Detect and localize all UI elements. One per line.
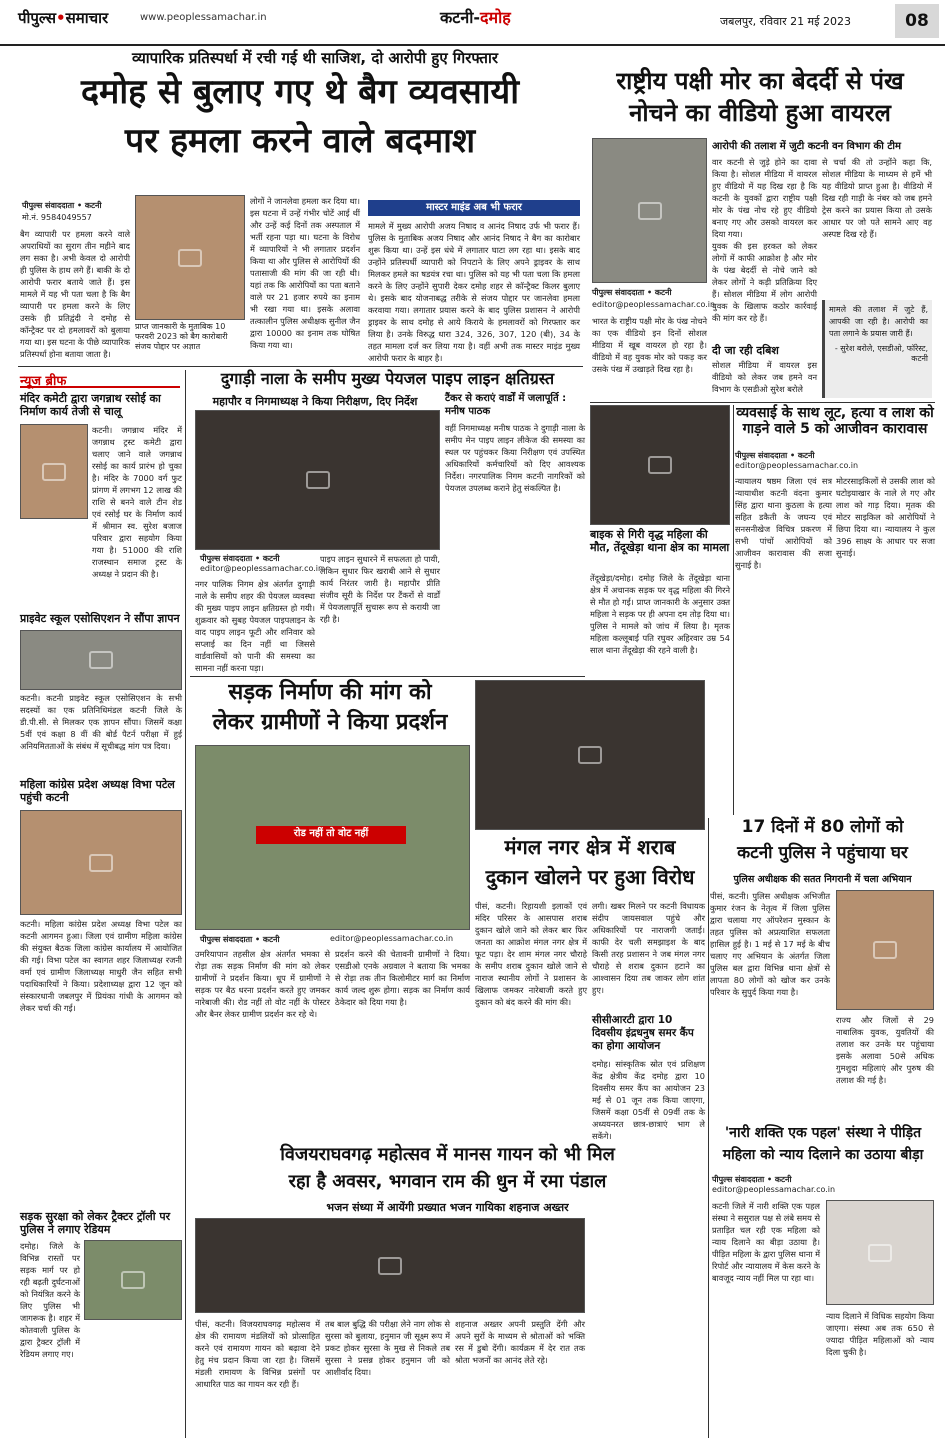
story1-body-a: बैग व्यापारी पर हमला करने वाले अपराधियों का सुराग तीन महीने बाद लग सका है। अभी केवल दो आरोपी ही पुलिस के हाथ लगे हैं। बाकी के दो आरोपी फरार बताये जाते हैं। इस मामले में यह भी पता चला है कि बैग व्यापारी पर हमला करने के लिए उसके ही प्रतिद्वंदी ने दमोह से कॉन्ट्रैक्ट पर दो हमलावरों को बुलाया गया था। इस घटना के पीछे व्यापारिक प्रतिस्पर्धा होना बताया जाता है।: [20, 229, 130, 359]
story4-photo: [590, 405, 730, 525]
story7-photo: [475, 680, 705, 830]
story7-headline-2: दुकान खोलने पर हुआ विरोध: [485, 865, 695, 889]
story9-headline-2: रहा है अवसर, भगवान राम की धुन में रमा पंडाल: [288, 1171, 607, 1192]
brief2-body: कटनी। कटनी प्राइवेट स्कूल एसोसिएशन के सभी सदस्यों का एक प्रतिनिधिमंडल कटनी जिले के डी.पी.सी. से मिलकर एक ज्ञापन सौंपा। जिसमें कक्षा 5वीं एवं कक्षा 8 वीं की बोर्ड पैटर्न परीक्षा में हुई अनियमितताओं के संबंध में सूचीबद्ध मांग पत्र दिया।: [20, 693, 182, 751]
story4-headline: बाइक से गिरी वृद्ध महिला की मौत, तेंदूखेड़ा थाना क्षेत्र का मामला: [590, 528, 730, 554]
story5-email[interactable]: editor@peoplessamachar.co.in: [735, 461, 859, 470]
story8-headline-2: कटनी पुलिस ने पहुंचाया घर: [737, 843, 908, 863]
story3-byline: पीपुल्स संवाददाता • कटनी: [200, 554, 280, 563]
photo-icon: [306, 471, 330, 489]
story6-byline: पीपुल्स संवाददाता • कटनी: [200, 935, 280, 944]
story9-body-a: पीसं, कटनी। विजयराघवगढ़ महोत्सव में क्षेत्र की रामायण मंडलियों को प्रोत्साहित करने एवं रामायण गायन को बढ़ावा देने हेतु मंच प्रदान किया जा रहा है। जिसमें मंडली रामायण के विभिन्न प्रसंगों पर आधारित पाठ का गायन कर रही हैं।: [195, 1319, 320, 1389]
brief4-body: दमोह। जिले के विभिन्न रास्तों पर सड़क मार्ग पर हो रही बढ़ती दुर्घटनाओं को नियंत्रित करने के लिए पुलिस भी जागरूक है। शहर में कोतवाली पुलिस के द्वारा ट्रैक्टर ट्रॉली में रेडियम लगाए गए।: [20, 1241, 80, 1359]
story11-body-b: न्याय दिलाने में विधिक सहयोग किया जाएगा। संस्था अब तक 650 से ज्यादा पीड़ित महिलाओं को न्याय दिला चुकी है।: [826, 1311, 934, 1357]
brief1-head: मंदिर कमेटी द्वारा जगन्नाथ रसोई का निर्माण कार्य तेजी से चालू: [20, 392, 161, 418]
story2-email[interactable]: editor@peoplessamachar.co.in: [592, 300, 716, 309]
story8-body-a: पीसं, कटनी। पुलिस अधीक्षक अभिजीत कुमार रंजन के नेतृत्व में जिला पुलिस द्वारा चलाया गए ऑपरेशन मुस्कान के तहत पुलिस को अप्रत्याशित सफलता हासिल हुई है। 1 मई से 17 मई के बीच चलाए गए अभियान के अंतर्गत जिला पुलिस बल द्वारा विभिन्न थाना क्षेत्रों से लापता 80 लोगों को खोज कर उनके परिवार के सुपुर्द किया गया है।: [710, 891, 830, 997]
story6-photo: [195, 745, 470, 930]
photo-icon: [638, 202, 662, 220]
story1-byline: पीपुल्स संवाददाता • कटनी: [22, 201, 102, 210]
story11-headline-1: 'नारी शक्ति एक पहल' संस्था ने पीड़ित: [724, 1125, 922, 1141]
photo-icon: [42, 463, 66, 481]
story5-headline: व्यवसाई के साथ लूट, हत्या व लाश को गाड़ने वाले 5 को आजीवन कारावास: [736, 405, 934, 438]
story5-byline: पीपुल्स संवाददाता • कटनी: [735, 451, 815, 460]
page-header: [0, 0, 945, 46]
story7-body-a: पीसं, कटनी। रिहायशी इलाकों एवं मंदिर परिसर के आसपास शराब दुकान खोले जाने को लेकर बार फिर जनता का आक्रोश मंगल नगर क्षेत्र में फूट पड़ा। देर शाम मंगल नगर चौराहे के समीप शराब दुकान खोले जाने से नाराज स्थानीय लोगों ने प्रशासन के खिलाफ जमकर नारेबाजी करते हुए दुकान को बंद करने की मांग की।: [475, 901, 587, 1007]
story2-quote-box: [822, 300, 932, 398]
story1-headline-2: पर हमला करने वाले बदमाश: [124, 121, 476, 161]
section-title: कटनी-दमोह: [440, 8, 511, 27]
photo-icon: [578, 746, 602, 764]
story2-body-b: युवक की इस हरकत को लेकर लोगों में काफी आक्रोश है और मोर के पंख बेदर्दी से नोचे जाने को लेकर लोगों ने कड़ी प्रतिक्रिया दिए हैं। सोशल मीडिया में लोग आरोपी युवक के खिलाफ कठोर कार्रवाई की मांग कर रहे हैं।: [712, 241, 817, 323]
story6-body-a: उमरियापान तहसील क्षेत्र अंतर्गत भमका से रोड़ा तक सड़क निर्माण की मांग को लेकर ग्रामीणों ने प्रदर्शन किया। धूप में ग्रामीणों ने सड़क पर बैठ धरना प्रदर्शन करते हुए जमकर नारेबाजी की। रोड नहीं तो वोट नहीं के पोस्टर और बैनर लेकर ग्रामीण प्रदर्शन कर रहे थे।: [195, 949, 330, 1019]
story8-subhead: पुलिस अधीक्षक की सतत निगरानी में चला अभियान: [733, 874, 912, 885]
story2-photo: [592, 138, 707, 283]
story8-headline-1: 17 दिनों में 80 लोगों को: [741, 817, 904, 837]
story11-photo: [826, 1200, 934, 1305]
brief2-head: प्राइवेट स्कूल एसोसिएशन ने सौंपा ज्ञापन: [20, 612, 180, 625]
story3-subhead: महापौर व निगमाध्यक्ष ने किया निरीक्षण, दिए निर्देश: [212, 395, 418, 408]
story7-body-b: लगी। खबर मिलने पर कटनी विधायक संदीप जायसवाल पहुंचे और अधिकारियों पर नाराजगी जताई। काफी देर चली समझाइश के बाद किसी तरह प्रशासन ने जब मंगल नगर चौराहे से शराब दुकान हटाने का आश्वासन दिया तब जाकर लोग शांत हुए।: [592, 901, 705, 995]
story2-headline-2: नोचने का वीडियो हुआ वायरल: [629, 99, 891, 127]
story1-mobile: मो.नं. 9584049557: [22, 213, 92, 222]
brief2-photo: [20, 630, 182, 690]
brief4-photo: [84, 1240, 182, 1320]
brief1-photo: [20, 424, 88, 519]
story2-body-a: वार कटनी से जुड़े होने का दावा किया है। सोशल मीडिया में वायरल हुए वीडियो में यह दिख रहा है कि कटनी के युवकों द्वारा राष्ट्रीय पक्षी मोर के पंख नोच रहे हुए वीडियो बनाए गए और उसको वायरल कर दिया गया।: [712, 157, 817, 239]
divider: [190, 676, 585, 677]
photo-icon: [873, 941, 897, 959]
story9-body-b: तब बाल बुद्धि की परीक्षा लेने नाग लोक से सुरसा को बुलाया, हनुमान जी सूक्ष्म रूप में प्रकट होकर सुरसा के मुख से निकले तब सुरसा ने प्रसन्न होकर हनुमान जी को आशीर्वाद दिया।: [325, 1319, 450, 1377]
story1-headline-1: दमोह से बुलाए गए थे बैग व्यवसायी: [80, 72, 520, 112]
story6-email[interactable]: editor@peoplessamachar.co.in: [330, 934, 454, 943]
story9-subhead: भजन संध्या में आयेंगी प्रख्यात भजन गायिका शहनाज अख्तर: [326, 1201, 569, 1214]
photo-icon: [378, 1257, 402, 1275]
story8-photo: [836, 890, 934, 1010]
brief4-body-b: [84, 1324, 182, 1436]
mastermind-body: मामले में मुख्य आरोपी अजय निषाद व आनंद निषाद उर्फ भी फरार हैं। पुलिस के मुताबिक अजय निषाद और आनंद निषाद ने बैग का कारोबार शुरू किया था। उन्हें इस धंधे में लगातार घाटा लग रहा था। इसके बाद उन्होंने प्रतिस्पर्धी व्यापारी को निपटाने के लिए अपने ड्राइवर के साथ मिलकर हमले का षडयंत्र रचा था। पुलिस को यह भी पता चला कि हमला करने के लिए उन्होंने सुपारी देकर दमोह शहर से कॉन्ट्रैक्ट किलर बुलाए थे। इसके बाद योजनाबद्ध तरीके से संजय पोद्दार पर जानलेवा हमला करवाया गया। लगातार प्रयास करने के बाद पुलिस प्रशासन ने आरोपी ड्राइवर के साथ दमोह से आये किराये के हमलावरों को गिरफ्तार कर लिया है। उनके विरुद्ध धारा 324, 326, 307, 120 (बी), 34 के तहत मामला दर्ज कर लिया गया है। वहीं अभी तक मास्टर माइंड मुख्य आरोपी फरार के बाहर है।: [368, 221, 580, 363]
column-rule: [185, 370, 186, 1438]
story10-headline: सीसीआरटी द्वारा 10 दिवसीय इंद्रधनुष समर कैंप का होगा आयोजन: [592, 1014, 694, 1052]
story5-body-a: न्यायालय षष्ठम जिला एवं सत्र न्यायाधीश कटनी वंदना कुमार सिंह द्वारा थाना कुठला के हत्या सहित डकैती के जघन्य एवं सनसनीखेज विचित्र प्रकरण में सभी पांचों आरोपियों को आजीवन कारावास की सजा सुनाई है।: [735, 476, 832, 570]
brief1-body-a: कटनी। जगन्नाथ मंदिर में जगन्नाथ ट्रस्ट कमेटी द्वारा चलाए जाने वाले जगन्नाथ रसोई का कार्य प्रारंभ हो चुका है। मंदिर के 7000 वर्ग फुट प्रांगण में लगभग 12 लाख की राशि से बनने वाले टीन शेड एवं रसोई घर के निर्माण कार्य में श्रीमान स्व. सुरेश बजाज परिवार द्वारा सहयोग किया गया है। 51000 की राशि राजस्थान समाज ट्रस्ट के अध्यक्ष ने प्रदान की है।: [92, 425, 182, 579]
story3-headline: दुगाड़ी नाला के समीप मुख्य पेयजल पाइप लाइन क्षतिग्रस्त: [220, 369, 555, 388]
issue-date: जबलपुर, रविवार 21 मई 2023: [720, 15, 852, 28]
story3-side-head: टैंकर से कराएं वार्डों में जलापूर्ति : मनीष पाठक: [445, 393, 567, 417]
story3-body-a: नगर पालिक निगम क्षेत्र अंतर्गत दुगाड़ी नाले के समीप शहर की पेयजल व्यवस्था की मुख्य पाइप लाइन क्षतिग्रस्त हो गयी। शुक्रवार को सुबह पेयजल पाइपलाइन के वाद पाइप लाइन फूटी और शनिवार को सप्लाई का दिन नहीं था जिससे वार्डवासियों को पानी की समस्या का सामना नहीं करना पड़ा।: [195, 579, 315, 673]
story11-email[interactable]: editor@peoplessamachar.co.in: [712, 1185, 836, 1194]
story3-side-body: वहीं निगमाध्यक्ष मनीष पाठक ने दुगाड़ी नाला के समीप मेन पाइप लाइन लीकेज की समस्या का स्थल पर पहुंचकर किया निरीक्षण एवं उपस्थित अधिकारियों कर्मचारियों को दिए आवश्यक निर्देश। नगरपालिक निगम कटनी नागरिकों को पेयजल उपलब्ध कराने हेतु संकल्पित है।: [445, 423, 585, 493]
protest-banner: रोड नहीं तो वोट नहीं: [256, 826, 406, 844]
story9-body-d: [590, 1218, 705, 1436]
story2-subhead: आरोपी की तलाश में जुटी कटनी वन विभाग की टीम: [712, 141, 901, 152]
divider: [590, 402, 935, 403]
story6-body-b: प्रदर्शन करने की चेतावनी ग्रामीणों ने दिया। एसडीओ एनके अग्रवाल ने बताया कि भमका से रोड़ा तक तीन किलोमीटर मार्ग का निर्माण कार्य जल्द शुरू होगा। सड़क का निर्माण कार्य ठेकेदार को दिया गया है।: [335, 949, 470, 1007]
brief4-head: सड़क सुरक्षा को लेकर ट्रैक्टर ट्रॉली पर पुलिस ने लगाए रेडियम: [20, 1210, 171, 1236]
story3-body-b: पाइप लाइन सुधारने में सफलता हो पायी, लेकिन सुधार फिर खराबी आने से सुधार कार्य निरंतर जारी है। महापौर प्रीति संजीव सूरी के निर्देश पर टैंकरों से वार्डों में पेयजलापूर्ति सुचारू रूप से करायी जा रही है।: [320, 554, 440, 624]
story2-byline: पीपुल्स संवाददाता • कटनी: [592, 288, 672, 297]
photo-icon: [89, 854, 113, 872]
story1-photo: [135, 195, 245, 320]
story9-headline-1: विजयराघवगढ़ महोत्सव में मानस गायन को भी मिल: [280, 1144, 615, 1165]
story1-kicker: व्यापारिक प्रतिस्पर्धा में रची गई थी साजिश, दो आरोपी हुए गिरफ्तार: [131, 49, 499, 67]
story5-body-b: मोटरसाइकिलों से उसकी लाश को घटोइयाखार के नाले ले गए और लाश को गाड़ दिया। मृतक की मोटर साइकिल को आरोपियों ने छिपा दिया था। न्यायालय ने कुल 396 साक्ष्य के आधार पर सजा सुनाई।: [836, 476, 935, 558]
story2-quote: मामले की तलाश में जुटे हैं, आपकी जा रही है। आरोपी का पता लगाने के प्रयास जारी हैं।: [829, 305, 928, 338]
story3-email[interactable]: editor@peoplessamachar.co.in: [200, 564, 324, 573]
photo-icon: [868, 1244, 892, 1262]
story7-headline-1: मंगल नगर क्षेत्र में शराब: [504, 835, 676, 859]
page-number: 08: [895, 4, 939, 38]
divider: [18, 366, 583, 367]
column-rule: [708, 818, 709, 1438]
brand-logo: पीपुल्स•समाचार: [18, 9, 109, 27]
column-rule: [733, 405, 734, 815]
brief3-photo: [20, 810, 182, 915]
brief1-body-b: [20, 522, 182, 612]
story2-body-c: से चर्चा की तो उन्होंने कहा कि, सोशल मीडिया के माध्यम से हमें भी यह वीडियो प्राप्त हुआ है। वीडियो में दिख रही गाड़ी के नंबर को जब हमने ट्रेस करने का प्रयास किया तो उसके आधार पर जो पते सामने आए वह अस्पष्ट दिख रहे हैं।: [822, 157, 932, 239]
mastermind-bar: मास्टर माइंड अब भी फरार: [368, 200, 580, 216]
story11-byline: पीपुल्स संवाददाता • कटनी: [712, 1175, 792, 1184]
story9-photo: [195, 1218, 585, 1313]
story8-body-b: राज्य और जिलों से 29 नाबालिक युवक, युवतियों की तलाश कर उनके घर पहुंचाया इसके अलावा 50से अधिक गुमशुदा महिलाएं और पुरुष की तलाश की गई है।: [836, 1015, 934, 1085]
story11-headline-2: महिला को न्याय दिलाने का उठाया बीड़ा: [722, 1147, 924, 1163]
story6-headline-1: सड़क निर्माण की मांग को: [228, 680, 432, 705]
story2-dist-body: सोशल मीडिया में वायरल इस वीडियो को लेकर जब हमने वन विभाग के एसडीओ सुरेश बरोले: [712, 360, 817, 394]
story10-body: दमोह। सांस्कृतिक स्रोत एवं प्रशिक्षण केंद्र क्षेत्रीय केंद्र दमोह द्वारा 10 दिवसीय समर कैंप का आयोजन 23 मई से 01 जून तक किया जाएगा, जिसमें कक्षा 05वीं से 09वीं तक के अध्ययनरत छात्र-छात्राएं भाग ले सकेंगे।: [592, 1059, 705, 1141]
story1-body-b: लोगों ने जानलेवा हमला कर दिया था। इस घटना में उन्हें गंभीर चोटें आई थीं और उन्हें कई दिनों तक अस्पताल में भर्ती रहना पड़ा था। घटना के विरोध में व्यापारियों ने भी लगातार प्रदर्शन किया था और पुलिस से आरोपियों की पतासाजी की मांग की जा रही थी। यहां तक कि आरोपियों का पता बताने वाले पर 21 हजार रुपये का इनाम भी रखा गया था। इसके अलावा तत्कालीन पुलिस अधीक्षक सुनील जैन द्वारा 10000 का इनाम तक घोषित किया गया था।: [250, 196, 360, 350]
story2-dist-head: दी जा रही दबिश: [712, 344, 779, 357]
site-url[interactable]: www.peoplessamachar.in: [140, 12, 267, 23]
brief3-head: महिला कांग्रेस प्रदेश अध्यक्ष विभा पटेल पहुंची कटनी: [20, 778, 175, 804]
story3-photo: [195, 410, 440, 550]
photo-icon: [648, 456, 672, 474]
story2-body-d: भारत के राष्ट्रीय पक्षी मोर के पंख नोचने का एक वीडियो इन दिनों सोशल मीडिया में खूब वायरल हो रहा है। वीडियो में वह युवक मोर को पकड़ कर उसके पंख में उखाड़ते दिख रहा है।: [592, 316, 707, 374]
story4-body: तेंदूखेड़ा/दमोह। दमोह जिले के तेंदूखेड़ा थाना क्षेत्र में अचानक सड़क पर वृद्ध महिला की गिरने से मौत हो गई। प्राप्त जानकारी के अनुसार उक्त महिला ने सड़क पर ही अपना दम तोड़ दिया था। पुलिस ने मामले को जांच में लिया है। मृतक महिला कल्लूबाई पति रघुवर अहिरवार उम्र 54 साल थाना तेंदूखेड़ा की रहने वाली है।: [590, 573, 730, 655]
story2-headline-1: राष्ट्रीय पक्षी मोर का बेदर्दी से पंख: [616, 67, 904, 95]
story11-body-a: कटनी जिले में नारी शक्ति एक पहल संस्था ने ससुराल पक्ष से लंबे समय से प्रताड़ित चल रही एक महिला को न्याय दिलाने का बीड़ा उठाया है। पीड़ित महिला के द्वारा पुलिस थाना में रिपोर्ट और न्यायालय में केस करने के बावजूद न्याय नहीं मिल पा रहा था।: [712, 1201, 820, 1283]
story2-quote-by: - सुरेश बरोले, एसडीओ, फॉरेस्ट, कटनी: [834, 344, 928, 363]
brief3-body: कटनी। महिला कांग्रेस प्रदेश अध्यक्ष विभा पटेल का कटनी आगमन हुआ। जिला एवं ग्रामीण महिला कांग्रेस की संयुक्त बैठक जिला कांग्रेस कार्यालय में आयोजित की गई। विभा पटेल का स्वागत शहर जिलाध्यक्ष रजनी वर्मा एवं ग्रामीण जिलाध्यक्ष माधुरी जैन सहित सभी पदाधिकारियों ने किया। प्रदेशाध्यक्ष द्वारा 12 जून को संस्कारधानी जबलपुर में प्रियंका गांधी के आगमन को लेकर चर्चा की गई।: [20, 919, 182, 1013]
photo-icon: [178, 249, 202, 267]
news-brief-label: न्यूज ब्रीफ: [20, 370, 180, 388]
story6-headline-2: लेकर ग्रामीणों ने किया प्रदर्शन: [212, 710, 448, 735]
photo-icon: [121, 1271, 145, 1289]
story1-photo-caption: प्राप्त जानकारी के मुताबिक 10 फरवरी 2023 को बैग कारोबारी संजय पोद्दार पर अज्ञात: [135, 322, 228, 351]
story9-body-c: शहनाज अख्तर अपनी प्रस्तुति देंगी और अपने सुरों के माध्यम से श्रोताओं को भक्ति रस में डुबो देंगी। कार्यक्रम में देर रात तक श्रोता भजनों का आनंद लेते रहे।: [455, 1319, 585, 1365]
photo-icon: [89, 651, 113, 669]
